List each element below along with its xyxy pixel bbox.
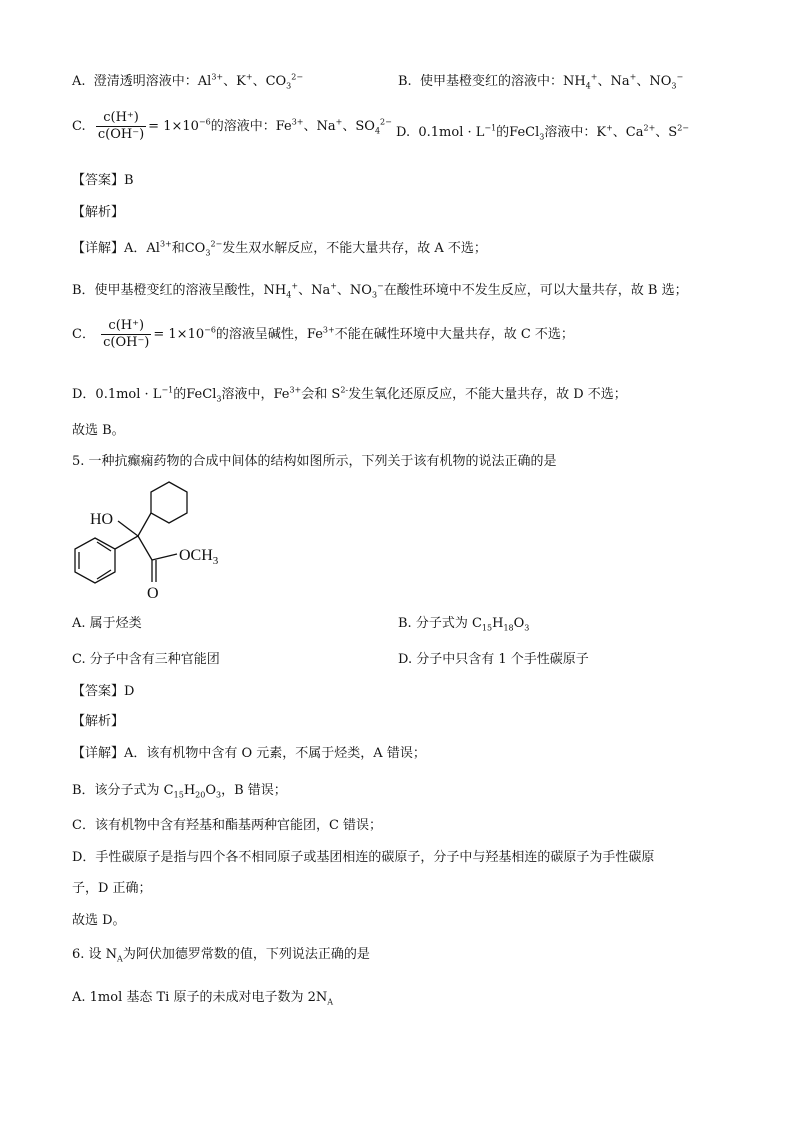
- q5-stem: 5. 一种抗癫痫药物的合成中间体的结构如图所示，下列关于该有机物的说法正确的是: [72, 454, 557, 469]
- q5-detail-a: 【详解】A．该有机物中含有 O 元素，不属于烃类，A 错误；: [72, 746, 426, 761]
- q4-option-b: B. 使甲基橙变红的溶液中：$NH_4^+$、Na+、$NO_3^-$: [398, 72, 684, 91]
- q6-stem: 6. 设 $N_A$为阿伏加德罗常数的值，下列说法正确的是: [72, 947, 370, 964]
- q5-option-a: A. 属于烃类: [72, 616, 142, 631]
- q5-option-b: B. 分子式为 $C_{15}H_{18}O_3$: [398, 616, 530, 633]
- q5-option-d: D. 分子中只含有 1 个手性碳原子: [398, 652, 589, 667]
- q5-answer: 【答案】D: [72, 684, 135, 699]
- q6-option-a: A. 1mol 基态 Ti 原子的未成对电子数为 $2N_A$: [72, 990, 334, 1007]
- q4-detail-c: C． $\frac{c(H^+)}{c(OH^-)}$ = $1\times 10^{-6}$的溶液呈碱性，$Fe^{3+}$不能在碱性环境中大量共存，故 C 不选；: [72, 318, 574, 350]
- molecule-structure: [70, 476, 240, 602]
- q4-option-d: D. $0.1mol \cdot L^{-1}$的FeCl$_3$溶液中：K+、$Ca^{2+}$、$S^{2-}$: [396, 123, 689, 142]
- hydroxyl-label: HO: [90, 511, 114, 528]
- q4-detail-d: D．$0.1mol \cdot L^{-1}$的FeCl$_3$溶液中，$Fe^{3+}$会和 $S^{2-}$发生氧化还原反应，不能大量共存，故 D 不选；: [72, 385, 627, 404]
- q4-option-a: A. 澄清透明溶液中：$Al^{3+}$、K+、$CO_3^{2-}$: [72, 72, 304, 91]
- carbonyl-oxygen-label: O: [147, 585, 159, 602]
- ratio-fraction: $\frac{c(H^+)}{c(OH^-)}$: [97, 110, 145, 142]
- q5-conclusion: 故选 D。: [72, 913, 126, 928]
- q5-detail-d-line1: D．手性碳原子是指与四个各不相同原子或基团相连的碳原子，分子中与羟基相连的碳原子为手性碳原: [72, 850, 655, 865]
- q4-detail-a: 【详解】A．$Al^{3+}$和$CO_3^{2-}$发生双水解反应，不能大量共存，故 A 不选；: [72, 239, 487, 258]
- q4-option-c: C. $\frac{c(H^+)}{c(OH^-)}$ = $1\times 10^{-6}$的溶液中：$Fe^{3+}$、Na+、$SO_4^{2-}$: [72, 110, 392, 142]
- ratio-fraction-detail: $\frac{c(H^+)}{c(OH^-)}$: [103, 318, 150, 350]
- q4-analysis-heading: 【解析】: [72, 205, 125, 220]
- q5-detail-c: C．该有机物中含有羟基和酯基两种官能团，C 错误；: [72, 818, 383, 833]
- methoxy-label: $OCH_3$: [179, 547, 219, 567]
- q4-detail-b: B．使甲基橙变红的溶液呈酸性，$NH_4^+$、Na+、$NO_3^-$在酸性环境中不发生反应，可以大量共存，故 B 选；: [72, 281, 688, 300]
- q5-detail-d-line2: 子，D 正确；: [72, 881, 152, 896]
- q4-answer: 【答案】B: [72, 173, 134, 188]
- q5-analysis-heading: 【解析】: [72, 714, 125, 729]
- q5-option-c: C. 分子中含有三种官能团: [72, 652, 220, 667]
- q4-conclusion: 故选 B。: [72, 423, 125, 438]
- q5-detail-b: B．该分子式为 $C_{15}H_{20}O_3$，B 错误；: [72, 783, 287, 800]
